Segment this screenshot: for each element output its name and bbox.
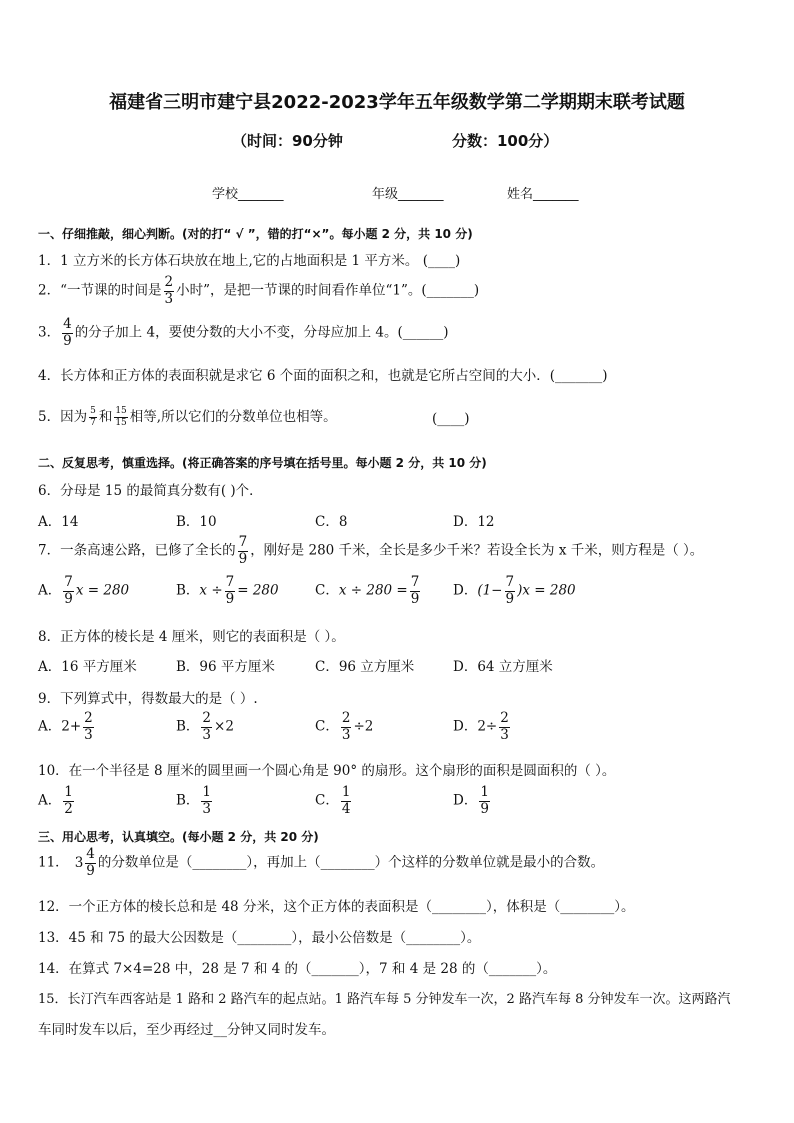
fraction: $\frac{7}{9}$ <box>64 574 73 607</box>
q6-option-c[interactable]: C．8 <box>315 514 348 530</box>
fraction: $\frac{5}{7}$ <box>90 406 96 428</box>
fraction: $\frac{7}{9}$ <box>505 574 515 607</box>
school-field[interactable]: 学校_______ <box>212 187 284 202</box>
section-1-title: 一、仔细推敲，细心判断。(对的打“ √ ”，错的打“×”。每小题 2 分，共 10 分) <box>38 227 473 241</box>
page-title: 福建省三明市建宁县2022-2023学年五年级数学第二学期期末联考试题 <box>109 92 685 113</box>
q6-option-a[interactable]: A．14 <box>38 514 79 530</box>
fraction: $\frac{7}{9}$ <box>238 534 248 567</box>
exam-score: 分数：100分） <box>452 132 559 150</box>
fraction: $\frac{2}{3}$ <box>164 274 174 307</box>
question-11: 11． 3 $\frac{4}{9}$ 的分数单位是（________），再加上（________）个这样的分数单位就是最小的合数。 <box>38 846 605 879</box>
question-10: 10．在一个半径是 8 厘米的圆里画一个圆心角是 90° 的扇形。这个扇形的面积是圆面积的（ ）。 <box>38 763 616 779</box>
question-7: 7．一条高速公路，已修了全长的 $\frac{7}{9}$ ，刚好是 280 千米，全长是多少千米？若设全长为 x 千米，则方程是（ ）。 <box>38 534 704 567</box>
q8-option-d[interactable]: D．64 立方厘米 <box>453 659 553 675</box>
q7-option-c[interactable]: C．x ÷ 280 = $\frac{7}{9}$ <box>315 574 420 607</box>
question-14: 14．在算式 7×4=28 中，28 是 7 和 4 的（_______），7 和 4 是 28 的（_______）。 <box>38 961 557 977</box>
fraction: $\frac{2}{3}$ <box>202 710 212 743</box>
q9-option-c[interactable]: C． $\frac{2}{3}$ ÷2 <box>315 710 374 743</box>
fraction: $\frac{4}{9}$ <box>86 846 95 879</box>
q7-option-b[interactable]: B．x ÷ $\frac{7}{9}$ = 280 <box>176 574 279 607</box>
fraction: $\frac{2}{3}$ <box>84 710 93 743</box>
q6-option-b[interactable]: B．10 <box>176 514 217 530</box>
q10-option-b[interactable]: B． $\frac{1}{3}$ <box>176 784 212 817</box>
grade-field[interactable]: 年级_______ <box>372 187 444 202</box>
q10-option-d[interactable]: D． $\frac{1}{9}$ <box>453 784 489 817</box>
fraction: $\frac{1}{3}$ <box>202 784 212 817</box>
fraction: $\frac{4}{9}$ <box>63 316 72 349</box>
question-8: 8．正方体的棱长是 4 厘米，则它的表面积是（ ）。 <box>38 629 345 645</box>
question-4: 4．长方体和正方体的表面积就是求它 6 个面的面积之和，也就是它所占空间的大小．(_______) <box>38 368 608 384</box>
q6-option-d[interactable]: D．12 <box>453 514 495 530</box>
fraction: $\frac{7}{9}$ <box>410 574 420 607</box>
fraction: $\frac{1}{9}$ <box>480 784 489 817</box>
fraction: $\frac{1}{2}$ <box>64 784 73 817</box>
question-15-line-2: 车同时发车以后，至少再经过__分钟又同时发车。 <box>38 1022 335 1038</box>
question-9: 9．下列算式中，得数最大的是（ ）. <box>38 691 258 707</box>
question-15-line-1: 15．长汀汽车西客站是 1 路和 2 路汽车的起点站。1 路汽车每 5 分钟发车一次，2 路汽车每 8 分钟发车一次。这两路汽 <box>38 992 731 1007</box>
section-2-title: 二、反复思考，慎重选择。(将正确答案的序号填在括号里。每小题 2 分，共 10 分) <box>38 456 487 470</box>
q7-option-a[interactable]: A． $\frac{7}{9}$ x = 280 <box>38 574 130 607</box>
question-5-answer-blank[interactable]: (____) <box>432 411 470 427</box>
question-13: 13．45 和 75 的最大公因数是（________），最小公倍数是（________）。 <box>38 930 481 946</box>
question-6: 6．分母是 15 的最简真分数有( )个． <box>38 483 263 499</box>
fraction: $\frac{2}{3}$ <box>500 710 509 743</box>
fraction: $\frac{15}{15}$ <box>115 406 127 428</box>
q7-option-d[interactable]: D．(1− $\frac{7}{9}$ )x = 280 <box>453 574 576 607</box>
question-3: 3． $\frac{4}{9}$ 的分子加上 4，要使分数的大小不变，分母应加上 4。(______) <box>38 316 449 349</box>
name-field[interactable]: 姓名_______ <box>507 187 579 202</box>
question-12: 12．一个正方体的棱长总和是 48 分米，这个正方体的表面积是（________），体积是（________）。 <box>38 899 635 915</box>
q9-option-d[interactable]: D．2÷ $\frac{2}{3}$ <box>453 710 509 743</box>
q8-option-b[interactable]: B．96 平方厘米 <box>176 659 275 675</box>
question-1: 1．1 立方米的长方体石块放在地上,它的占地面积是 1 平方米。 (____) <box>38 253 461 269</box>
section-3-title: 三、用心思考，认真填空。(每小题 2 分，共 20 分) <box>38 830 319 844</box>
q10-option-c[interactable]: C． $\frac{1}{4}$ <box>315 784 351 817</box>
fraction: $\frac{2}{3}$ <box>341 710 351 743</box>
fraction: $\frac{1}{4}$ <box>341 784 351 817</box>
question-2: 2．“一节课的时间是 $\frac{2}{3}$ 小时”，是把一节课的时间看作单位“1”。(_______) <box>38 274 480 307</box>
fraction: $\frac{7}{9}$ <box>225 574 235 607</box>
question-5: 5．因为 $\frac{5}{7}$ 和 $\frac{15}{15}$ 相等,所以它们的分数单位也相等。 <box>38 406 337 428</box>
exam-time: （时间：90分钟 <box>232 132 343 150</box>
q10-option-a[interactable]: A． $\frac{1}{2}$ <box>38 784 73 817</box>
q9-option-b[interactable]: B． $\frac{2}{3}$ ×2 <box>176 710 234 743</box>
q8-option-c[interactable]: C．96 立方厘米 <box>315 659 415 675</box>
q9-option-a[interactable]: A．2+ $\frac{2}{3}$ <box>38 710 93 743</box>
q8-option-a[interactable]: A．16 平方厘米 <box>38 659 137 675</box>
